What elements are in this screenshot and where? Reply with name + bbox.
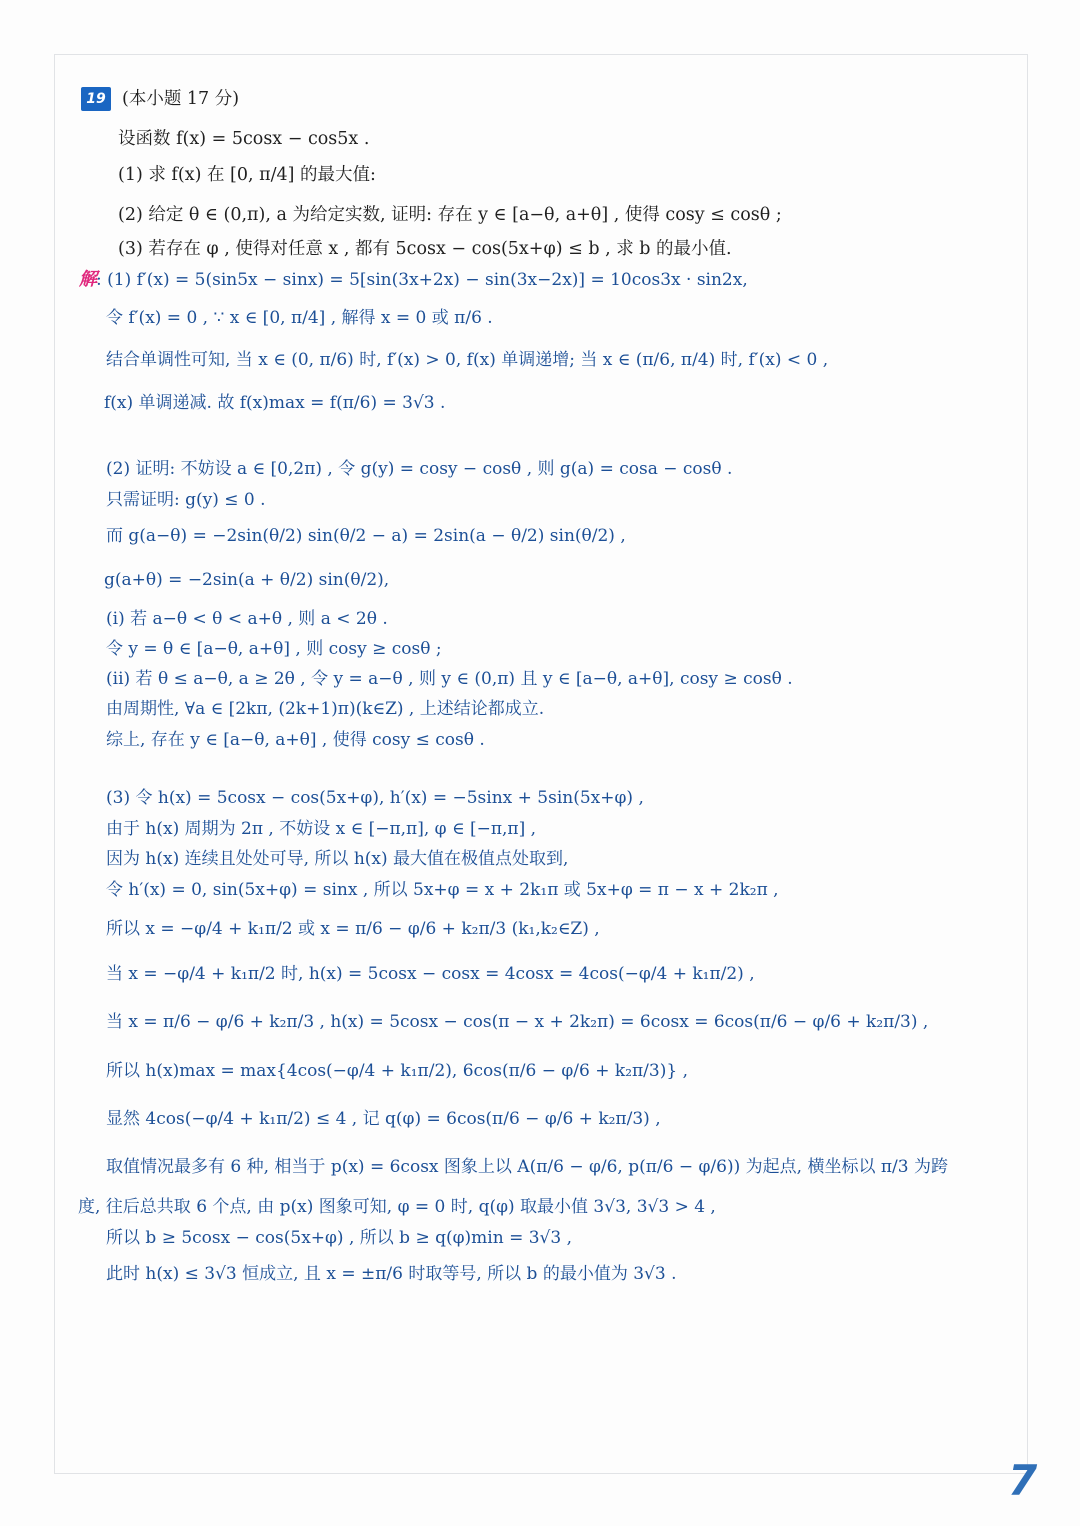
solution-line: (2) 证明: 不妨设 a ∈ [0,2π) , 令 g(y) = cosy − cosθ , 则 g(a) = cosa − cosθ .	[106, 459, 733, 479]
problem-stem: 设函数 f(x) = 5cosx − cos5x .	[118, 129, 370, 149]
solution-line: (i) 若 a−θ < θ < a+θ , 则 a < 2θ .	[106, 609, 388, 629]
solution-line: 当 x = −φ/4 + k₁π/2 时, h(x) = 5cosx − cosx = 4cosx = 4cos(−φ/4 + k₁π/2) ,	[106, 964, 755, 984]
solution-line: 由于 h(x) 周期为 2π , 不妨设 x ∈ [−π,π], φ ∈ [−π,π] ,	[106, 819, 537, 839]
solution-line: f(x) 单调递减. 故 f(x)max = f(π/6) = 3√3 .	[104, 393, 446, 413]
problem-part-3: (3) 若存在 φ , 使得对任意 x , 都有 5cosx − cos(5x+φ) ≤ b , 求 b 的最小值.	[118, 239, 732, 259]
solution-line: g(a+θ) = −2sin(a + θ/2) sin(θ/2),	[104, 570, 390, 590]
solution-line: 令 f′(x) = 0 , ∵ x ∈ [0, π/4] , 解得 x = 0 或 π/6 .	[106, 308, 493, 328]
problem-header: (本小题 17 分)	[122, 89, 240, 109]
solution-line: 只需证明: g(y) ≤ 0 .	[106, 490, 266, 510]
solution-line: 所以 b ≥ 5cosx − cos(5x+φ) , 所以 b ≥ q(φ)min = 3√3 ,	[106, 1228, 572, 1248]
solution-line: (3) 令 h(x) = 5cosx − cos(5x+φ), h′(x) = −5sinx + 5sin(5x+φ) ,	[106, 788, 644, 808]
solution-line: 取值情况最多有 6 种, 相当于 p(x) = 6cosx 图象上以 A(π/6 − φ/6, p(π/6 − φ/6)) 为起点, 横坐标以 π/3 为跨	[106, 1157, 948, 1177]
problem-part-2: (2) 给定 θ ∈ (0,π), a 为给定实数, 证明: 存在 y ∈ [a−θ, a+θ] , 使得 cosy ≤ cosθ ;	[118, 205, 782, 225]
solution-line: 所以 x = −φ/4 + k₁π/2 或 x = π/6 − φ/6 + k₂π/3 (k₁,k₂∈Z) ,	[106, 919, 600, 939]
solution-line: 结合单调性可知, 当 x ∈ (0, π/6) 时, f′(x) > 0, f(x) 单调递增; 当 x ∈ (π/6, π/4) 时, f′(x) < 0 ,	[106, 350, 829, 370]
page-border	[54, 54, 1028, 1474]
solution-line: 由周期性, ∀a ∈ [2kπ, (2k+1)π)(k∈Z) , 上述结论都成立.	[106, 699, 545, 719]
solution-line: (ii) 若 θ ≤ a−θ, a ≥ 2θ , 令 y = a−θ , 则 y ∈ (0,π) 且 y ∈ [a−θ, a+θ], cosy ≥ cosθ .	[106, 669, 793, 689]
solution-label: 解	[79, 269, 97, 290]
solution-line: 所以 h(x)max = max{4cos(−φ/4 + k₁π/2), 6cos(π/6 − φ/6 + k₂π/3)} ,	[106, 1061, 688, 1081]
problem-part-1: (1) 求 f(x) 在 [0, π/4] 的最大值:	[118, 165, 376, 185]
solution-line: 度, 往后总共取 6 个点, 由 p(x) 图象可知, φ = 0 时, q(φ) 取最小值 3√3, 3√3 > 4 ,	[78, 1197, 716, 1217]
solution-line: 此时 h(x) ≤ 3√3 恒成立, 且 x = ±π/6 时取等号, 所以 b 的最小值为 3√3 .	[106, 1264, 677, 1284]
problem-number-badge: 19	[81, 87, 111, 111]
solution-line: 而 g(a−θ) = −2sin(θ/2) sin(θ/2 − a) = 2sin(a − θ/2) sin(θ/2) ,	[106, 526, 626, 546]
solution-line: 当 x = π/6 − φ/6 + k₂π/3 , h(x) = 5cosx − cos(π − x + 2k₂π) = 6cosx = 6cos(π/6 − φ/6 + k₂π/3) ,	[106, 1012, 929, 1032]
solution-line: 令 y = θ ∈ [a−θ, a+θ] , 则 cosy ≥ cosθ ;	[106, 639, 442, 659]
solution-line: 令 h′(x) = 0, sin(5x+φ) = sinx , 所以 5x+φ = x + 2k₁π 或 5x+φ = π − x + 2k₂π ,	[106, 880, 779, 900]
solution-line: 因为 h(x) 连续且处处可导, 所以 h(x) 最大值在极值点处取到,	[106, 849, 569, 869]
solution-line: : (1) f′(x) = 5(sin5x − sinx) = 5[sin(3x+2x) − sin(3x−2x)] = 10cos3x · sin2x,	[96, 270, 748, 290]
page-number: 7	[1008, 1456, 1038, 1505]
solution-line: 综上, 存在 y ∈ [a−θ, a+θ] , 使得 cosy ≤ cosθ .	[106, 730, 485, 750]
solution-line: 显然 4cos(−φ/4 + k₁π/2) ≤ 4 , 记 q(φ) = 6cos(π/6 − φ/6 + k₂π/3) ,	[106, 1109, 661, 1129]
